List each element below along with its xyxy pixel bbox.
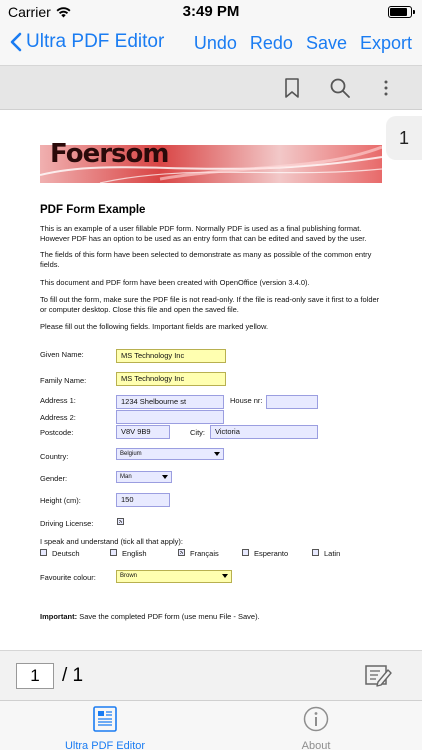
postcode-field[interactable]: V8V 9B9 [116, 425, 170, 439]
paragraph-fill: Please fill out the following fields. Important fields are marked yellow. [40, 322, 269, 331]
status-bar [0, 0, 422, 24]
driving-license-checkbox[interactable] [117, 518, 124, 525]
banner-text: Foersom [50, 139, 169, 169]
colour-select-value: Brown [120, 573, 138, 579]
driving-license-label: Driving License: [40, 519, 94, 528]
house-nr-label: House nr: [230, 396, 263, 405]
address1-label: Address 1: [40, 396, 76, 405]
language-deutsch-label: Deutsch [52, 549, 80, 558]
city-field[interactable]: Victoria [210, 425, 318, 439]
bookmark-icon[interactable] [280, 76, 304, 100]
page-number-badge: 1 [386, 116, 422, 160]
important-note-text: Save the completed PDF form (use menu File - Save). [79, 612, 260, 621]
back-button[interactable] [10, 31, 164, 53]
address2-label: Address 2: [40, 413, 76, 422]
pdf-page-view[interactable] [0, 110, 422, 650]
important-note [40, 612, 260, 621]
language-latin-label: Latin [324, 549, 341, 558]
language-english-label: English [122, 549, 147, 558]
paragraph-fields: The fields of this form have been selected to demonstrate as many as possible of the common entry fields. [40, 250, 372, 269]
tab-ultra-pdf-editor[interactable] [40, 705, 170, 750]
checkbox-francais[interactable] [178, 549, 185, 556]
nav-actions [194, 33, 412, 54]
navigation-bar [0, 24, 422, 66]
country-select[interactable] [116, 448, 224, 460]
redo-button[interactable]: Redo [249, 33, 293, 53]
export-button[interactable]: Export [359, 33, 412, 53]
info-icon [303, 705, 329, 733]
address2-field[interactable] [116, 410, 224, 424]
undo-button[interactable]: Undo [193, 33, 237, 53]
more-icon[interactable] [374, 76, 398, 100]
search-icon[interactable] [328, 76, 352, 100]
country-select-value: Belgium [120, 451, 142, 457]
battery-icon [388, 6, 412, 18]
city-label: City: [190, 428, 205, 437]
battery-fill [390, 8, 407, 16]
page-navigation-bar [0, 650, 422, 700]
checkbox-latin[interactable] [312, 549, 319, 556]
important-note-bold: Important: [40, 612, 78, 621]
edit-form-icon[interactable] [364, 663, 392, 689]
checkbox-esperanto[interactable] [242, 549, 249, 556]
page-total: / 1 [62, 665, 84, 686]
given-name-label: Given Name: [40, 350, 84, 359]
tab-bar [0, 700, 422, 750]
language-francais-label: Français [190, 549, 219, 558]
given-name-field[interactable]: MS Technology Inc [116, 349, 226, 363]
document-icon [92, 705, 118, 733]
checkbox-english[interactable] [110, 549, 117, 556]
gender-select-value: Man [120, 474, 132, 480]
paragraph-intro: This is an example of a user fillable PDF form. Normally PDF is used as a final publishing format. However PDF has an option to be used as an entry form that can be edited and saved by the user. [40, 224, 367, 243]
save-button[interactable]: Save [305, 33, 347, 53]
language-esperanto-label: Esperanto [254, 549, 289, 558]
back-button-label: Ultra PDF Editor [26, 31, 165, 52]
banner-logo [40, 135, 382, 183]
page-number-input[interactable]: 1 [16, 663, 54, 689]
family-name-field[interactable]: MS Technology Inc [116, 372, 226, 386]
chevron-down-icon [162, 475, 168, 479]
chevron-left-icon [10, 32, 22, 52]
carrier-label: Carrier [8, 4, 51, 20]
height-label: Height (cm): [40, 496, 81, 505]
gender-select[interactable] [116, 471, 172, 483]
colour-select[interactable] [116, 570, 232, 583]
paragraph-instructions: To fill out the form, make sure the PDF file is not read-only. If the file is read-only save it first to a folder or computer desktop. Close this file and open the saved file. [40, 295, 380, 314]
tab-about[interactable] [251, 705, 381, 750]
pdf-title: PDF Form Example [40, 204, 146, 216]
pdf-toolbar [0, 66, 422, 110]
colour-label: Favourite colour: [40, 573, 96, 582]
family-name-label: Family Name: [40, 376, 87, 385]
postcode-label: Postcode: [40, 428, 74, 437]
status-time: 3:49 PM [182, 3, 240, 20]
address1-field[interactable]: 1234 Shelbourne st [116, 395, 224, 409]
languages-label: I speak and understand (tick all that apply): [40, 537, 183, 546]
paragraph-openoffice: This document and PDF form have been created with OpenOffice (version 3.4.0). [40, 278, 310, 287]
country-label: Country: [40, 452, 69, 461]
house-nr-field[interactable] [266, 395, 318, 409]
checkbox-deutsch[interactable] [40, 549, 47, 556]
chevron-down-icon [222, 574, 228, 578]
tab-label: Ultra PDF Editor [64, 740, 146, 750]
tab-label: About [301, 740, 331, 750]
gender-label: Gender: [40, 474, 68, 483]
chevron-down-icon [214, 452, 220, 456]
height-field[interactable]: 150 [116, 493, 170, 507]
